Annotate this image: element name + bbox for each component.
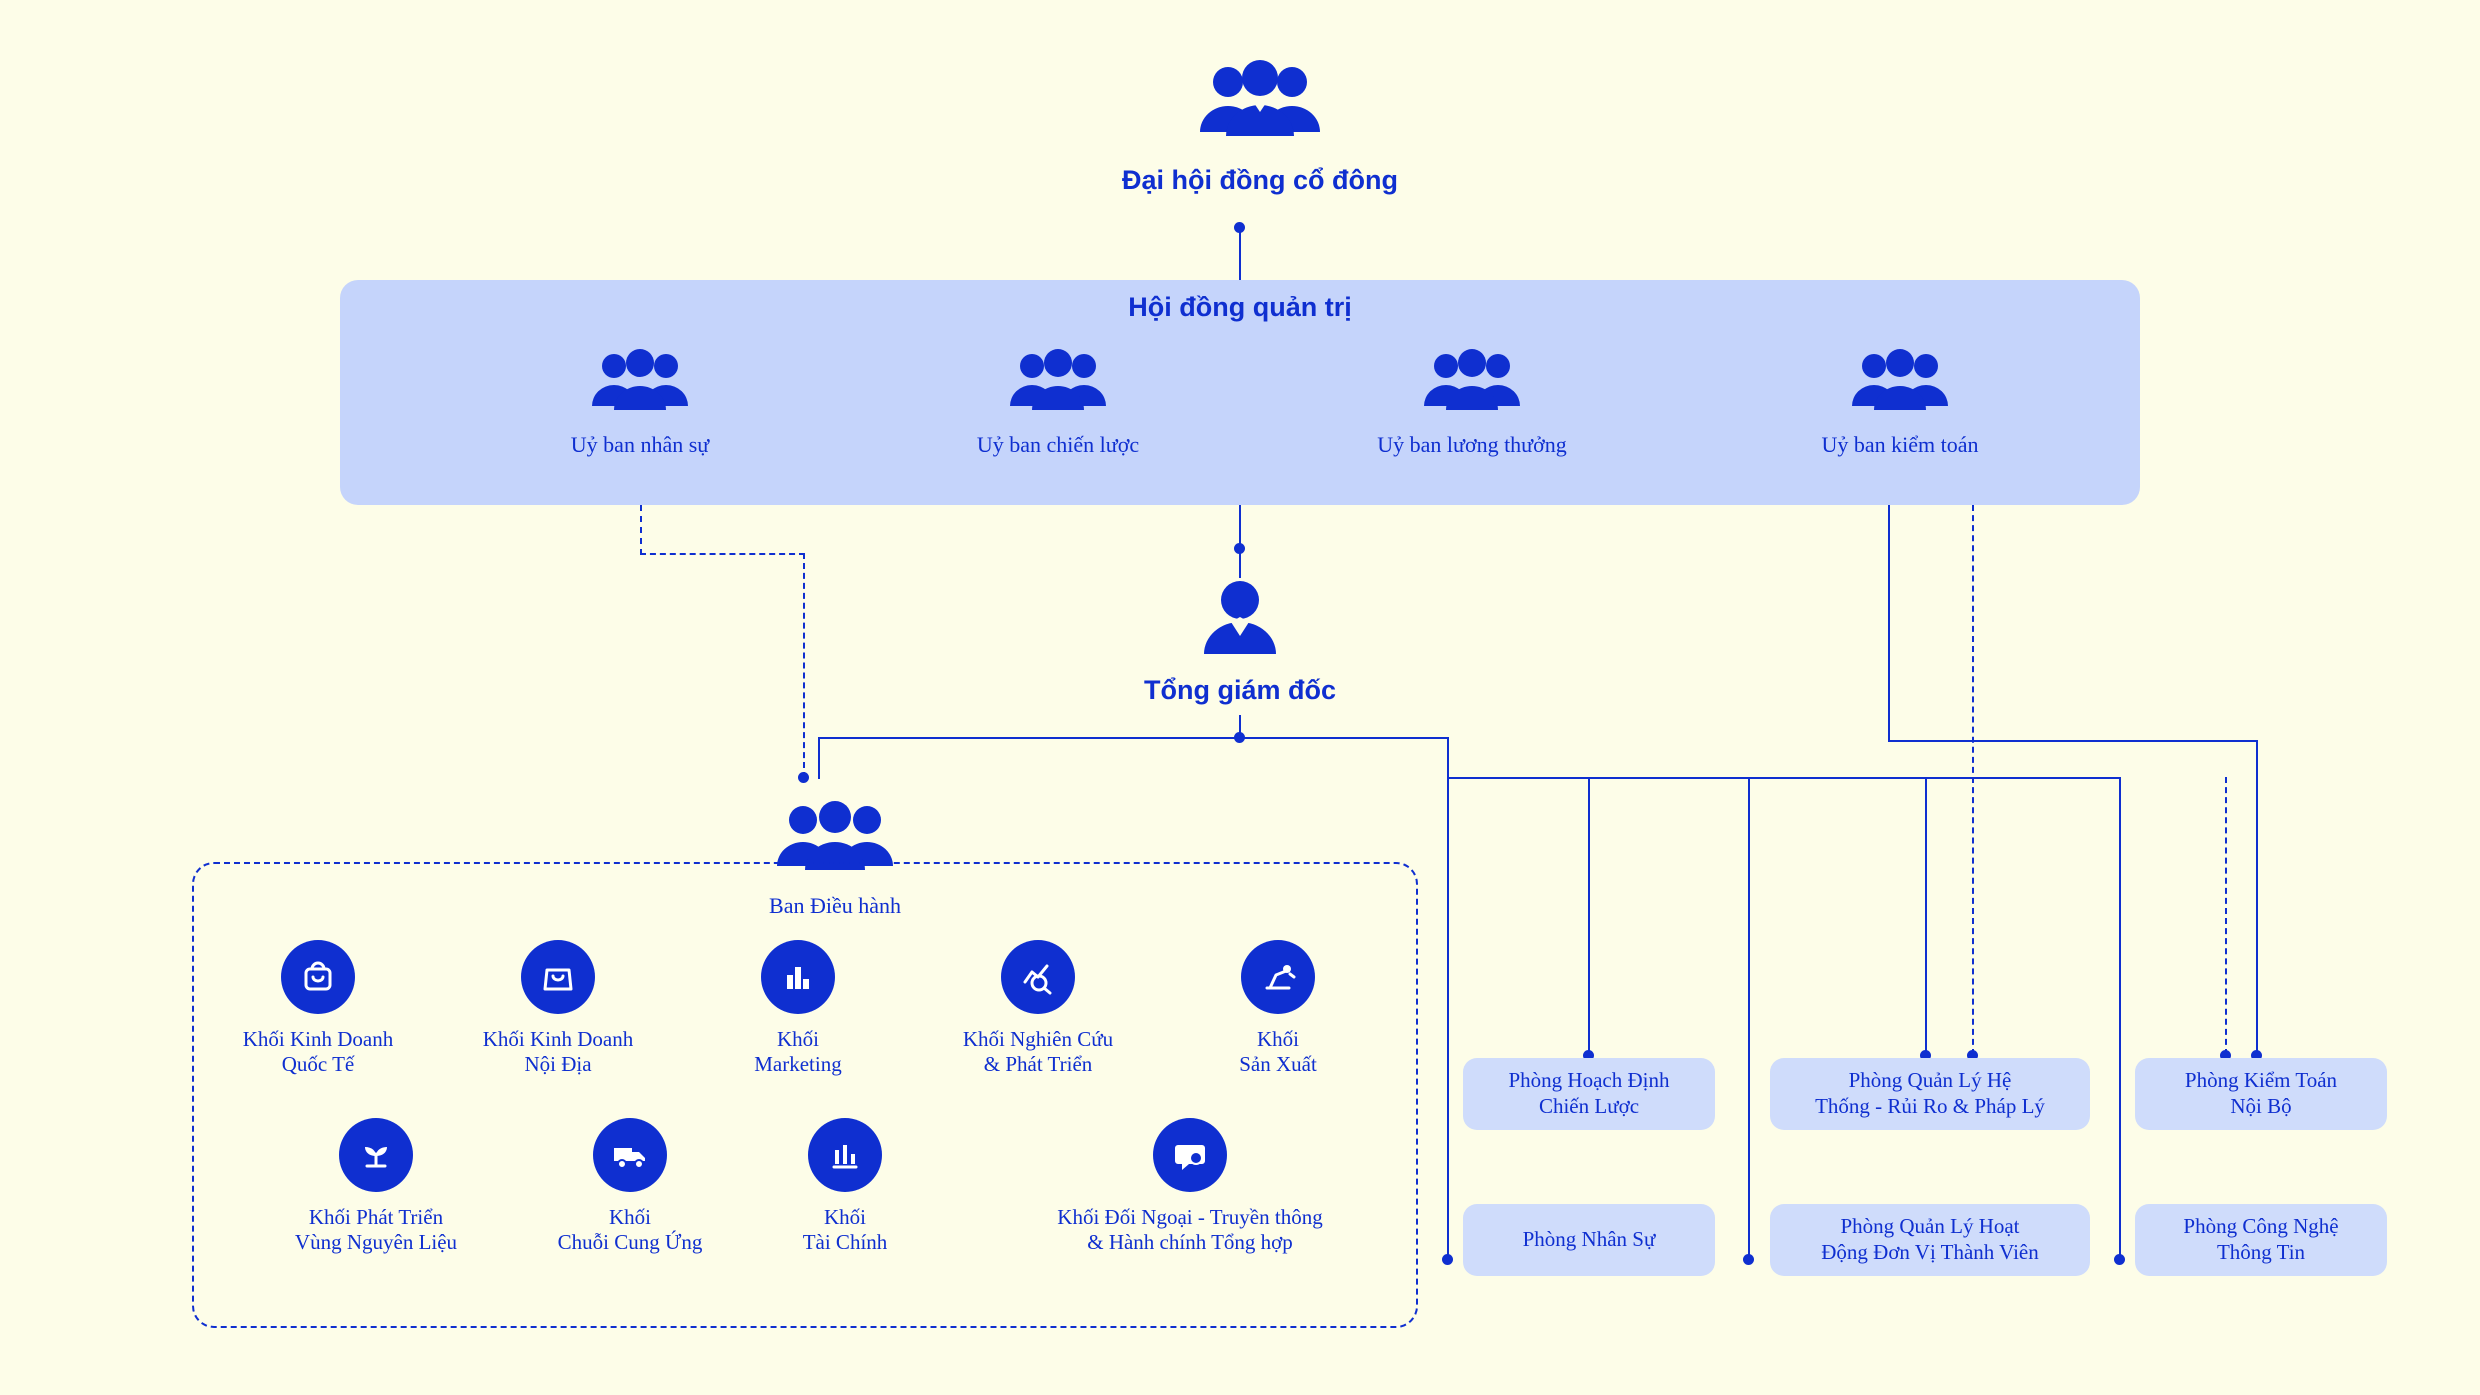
connector-line	[1239, 505, 1241, 548]
division-label-line1: Khối	[823, 1205, 866, 1229]
division-label-line2: Quốc Tế	[281, 1051, 355, 1076]
dept-label-line1: Phòng Công Nghệ	[2183, 1214, 2339, 1239]
ceo-label: Tổng giám đốc	[1144, 675, 1336, 705]
committee-audit-icon-wrap	[1800, 348, 2000, 418]
group-people-icon	[586, 348, 694, 418]
division-label-line1: Khối Kinh Doanh	[242, 1027, 394, 1051]
division-label-line1: Khối	[609, 1205, 651, 1229]
connector-line	[2256, 740, 2258, 1055]
department-chip-0[interactable]	[1463, 1058, 1715, 1130]
committee-hr-icon-wrap	[540, 348, 740, 418]
division-item-0[interactable]	[208, 940, 428, 1077]
division-label-line2: & Hành chính Tổng hợp	[1087, 1229, 1293, 1254]
division-label-line2: Marketing	[754, 1051, 842, 1076]
finance-chart-icon	[808, 1118, 882, 1192]
department-chip-3[interactable]	[1463, 1204, 1715, 1276]
division-item-4[interactable]	[1168, 940, 1388, 1077]
dashed-connector	[640, 553, 805, 555]
dept-bus	[1447, 777, 2121, 779]
connector-line	[1925, 777, 1927, 1055]
dashed-connector	[1972, 505, 1974, 1055]
dept-label-line1: Phòng Kiểm Toán	[2184, 1068, 2338, 1093]
dept-label-line1: Phòng Hoạch Định	[1508, 1068, 1670, 1093]
globe-bag-icon	[281, 940, 355, 1014]
division-label-line2: Tài Chính	[802, 1229, 888, 1254]
bar-chart-icon	[761, 940, 835, 1014]
division-label-line1: Khối Kinh Doanh	[482, 1027, 634, 1051]
speech-bubble-icon	[1153, 1118, 1227, 1192]
dept-label-line2: Chiến Lược	[1538, 1094, 1640, 1118]
connector-line	[1888, 505, 1890, 740]
division-label-line1: Khối Nghiên Cứu	[962, 1027, 1114, 1051]
connector-dot	[1743, 1254, 1754, 1265]
committee-label-3: Uỷ ban kiểm toán	[1821, 432, 1979, 457]
connector-line	[1588, 777, 1590, 1055]
division-item-6[interactable]	[520, 1118, 740, 1255]
divisions-container	[192, 862, 1418, 1328]
division-label-line2: Nội Địa	[524, 1051, 592, 1076]
truck-icon	[593, 1118, 667, 1192]
person-tie-icon	[1198, 578, 1282, 656]
division-label-line2: Vùng Nguyên Liệu	[294, 1229, 458, 1254]
division-item-3[interactable]	[928, 940, 1148, 1077]
division-item-1[interactable]	[448, 940, 668, 1077]
division-label-line1: Khối	[776, 1027, 819, 1051]
research-chart-icon	[1001, 940, 1075, 1014]
connector-dot	[2114, 1254, 2125, 1265]
committee-label-2: Uỷ ban lương thưởng	[1377, 432, 1567, 457]
connector-bus	[818, 737, 1448, 739]
dashed-connector	[640, 505, 642, 555]
dept-label-line2: Thông Tin	[2216, 1240, 2306, 1264]
exec-label: Ban Điều hành	[769, 893, 901, 918]
dashed-connector	[803, 553, 805, 778]
committee-comp-icon-wrap	[1372, 348, 1572, 418]
group-people-icon	[1004, 348, 1112, 418]
dept-label-line2: Thống - Rủi Ro & Pháp Lý	[1815, 1094, 2045, 1118]
connector-dot	[1442, 1254, 1453, 1265]
division-label-line2: & Phát Triển	[983, 1051, 1093, 1076]
division-label-line1: Khối Phát Triển	[308, 1205, 444, 1229]
division-label-line2: Chuỗi Cung Ứng	[557, 1229, 703, 1254]
department-chip-2[interactable]	[2135, 1058, 2387, 1130]
department-chip-1[interactable]	[1770, 1058, 2090, 1130]
connector-dot	[798, 772, 809, 783]
division-item-5[interactable]	[266, 1118, 486, 1255]
dashed-connector	[2225, 777, 2227, 1055]
connector-line	[1447, 777, 1449, 1260]
group-people-icon	[1846, 348, 1954, 418]
shopping-bag-icon	[521, 940, 595, 1014]
shareholders-icon-wrap	[1155, 60, 1365, 148]
division-item-8[interactable]	[1010, 1118, 1370, 1255]
connector-line	[1239, 553, 1241, 578]
dept-label-line1: Phòng Quản Lý Hoạt	[1840, 1214, 2020, 1239]
connector-line	[2119, 777, 2121, 1260]
committee-strategy-icon-wrap	[958, 348, 1158, 418]
ceo-icon-wrap	[1165, 578, 1315, 656]
committee-label-0: Uỷ ban nhân sự	[570, 432, 710, 457]
division-item-2[interactable]	[688, 940, 908, 1077]
group-people-icon	[1190, 60, 1330, 148]
dept-label-line1: Phòng Quản Lý Hệ	[1848, 1068, 2012, 1093]
connector-line	[1239, 228, 1241, 280]
connector-line	[1888, 740, 2258, 742]
group-people-icon	[1418, 348, 1526, 418]
board-title: Hội đồng quản trị	[1128, 292, 1352, 322]
division-label-line1: Khối	[1256, 1027, 1299, 1051]
robot-arm-icon	[1241, 940, 1315, 1014]
shareholders-label: Đại hội đồng cổ đông	[1122, 165, 1398, 195]
division-item-7[interactable]	[735, 1118, 955, 1255]
dept-label-line2: Động Đơn Vị Thành Viên	[1821, 1240, 2039, 1264]
division-label-line2: Sản Xuất	[1239, 1051, 1317, 1076]
department-chip-4[interactable]	[1770, 1204, 2090, 1276]
dept-label-line1: Phòng Nhân Sự	[1522, 1227, 1656, 1252]
department-chip-5[interactable]	[2135, 1204, 2387, 1276]
committee-label-1: Uỷ ban chiến lược	[976, 432, 1140, 457]
division-label-line1: Khối Đối Ngoại - Truyền thông	[1057, 1205, 1323, 1229]
connector-line	[1748, 777, 1750, 1260]
connector-line	[818, 737, 820, 779]
connector-line	[1447, 737, 1449, 777]
dept-label-line2: Nội Bộ	[2230, 1094, 2292, 1118]
plant-icon	[339, 1118, 413, 1192]
